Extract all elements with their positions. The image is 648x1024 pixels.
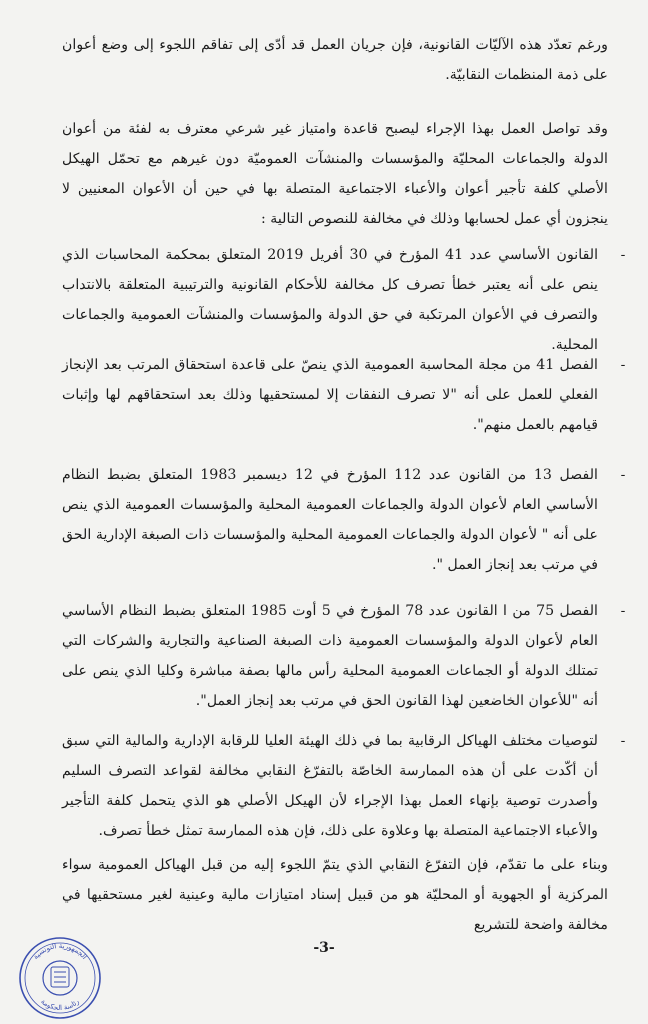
bullet-marker: - (620, 733, 626, 749)
bullet-marker: - (620, 247, 626, 263)
bullet-marker: - (620, 603, 626, 619)
stamp-text-top: الجمهورية التونسية (31, 941, 89, 961)
svg-text:الجمهورية التونسية (32, 942, 89, 961)
stamp-text-bottom: رئاسة الحكومة (39, 997, 81, 1013)
list-item (62, 460, 598, 580)
bullet-text: الفصل 13 من القانون عدد 112 المؤرخ في 12 ديسمبر 1983 المتعلق بضبط النظام الأساسي العام لأعوان الدولة والجماعات العمومية المحلية والمؤسسات العمومية الذي ينص على أنه " لأعوان الدولة والجماعات العمومية المحلية والمؤسسات ذات الصبغة الإدارية الحق في مرتب بعد إنجاز العمل ". (62, 467, 598, 573)
bullet-text: الفصل 75 من ا القانون عدد 78 المؤرخ في 5 أوت 1985 المتعلق بضبط النظام الأساسي العام لأعوان الدولة والمؤسسات العمومية ذات الصبغة الصناعية والتجارية والشركات التي تمتلك الدولة أو الجماعات العمومية المحلية رأس مالها بصفة مباشرة وكليا الذي ينص على أنه "للأعوان الخاضعين لهذا القانون الحق في مرتب بعد إنجاز العمل". (62, 603, 598, 709)
bullet-marker: - (620, 467, 626, 483)
list-item (62, 350, 598, 440)
paragraph-closing: وبناء على ما تقدّم، فإن التفرّغ النقابي الذي يتمّ اللجوء إليه من قبل الهياكل العمومية سواء المركزية أو الجهوية أو المحليّة هو من قبيل إسناد امتيازات مالية وعينية لغير مستحقيها في مخالفة واضحة للتشريع (62, 857, 608, 933)
bullet-text: الفصل 41 من مجلة المحاسبة العمومية الذي ينصّ على قاعدة استحقاق المرتب بعد الإنجاز الفعلي للعمل على أنه "لا تصرف النفقات إلا لمستحقيها وذلك بعد استحقاقهم لها وإثبات قيامهم بالعمل منهم". (62, 357, 598, 433)
bullet-marker: - (620, 357, 626, 373)
page-number: -3- (313, 940, 335, 956)
paragraph-intro: ورغم تعدّد هذه الآليّات القانونية، فإن جريان العمل قد أدّى إلى تفاقم اللجوء إلى وضع أعوان على ذمة المنظمات النقابيّة. (62, 37, 608, 83)
list-item (62, 240, 598, 360)
paragraph-main: وقد تواصل العمل بهذا الإجراء ليصبح قاعدة وامتياز غير شرعي معترف به لفئة من أعوان الدولة والجماعات المحليّة والمؤسسات والمنشآت العموميّة دون غيرهم مع تحمّل الهيكل الأصلي كلفة تأجير أعوان والأعباء الاجتماعية المتصلة بها في حين أن الأعوان المعنيين لا ينجزون أي عمل لحسابها وذلك في مخالفة للنصوص التالية : (62, 121, 608, 227)
bullet-text: القانون الأساسي عدد 41 المؤرخ في 30 أفريل 2019 المتعلق بمحكمة المحاسبات الذي ينص على أنه يعتبر خطأ تصرف كل مخالفة للأحكام القانونية والترتيبية المتعلقة بالانتداب والتصرف في الأعوان المرتكبة في حق الدولة والمؤسسات والمنشآت العمومية والجماعات المحلية. (62, 247, 599, 353)
official-stamp-icon (18, 936, 102, 1020)
list-item (62, 596, 598, 716)
bullet-text: لتوصيات مختلف الهياكل الرقابية بما في ذلك الهيئة العليا للرقابة الإدارية والمالية التي سبق أن أكّدت على أن هذه الممارسة الخاصّة بالتفرّغ النقابي مخالفة لقواعد التصرف السليم وأصدرت توصية بإنهاء العمل بهذا الإجراء لأن الهيكل الأصلي هو الذي يتحمل كلفة التأجير والأعباء الاجتماعية المتصلة بها وعلاوة على ذلك، فإن هذه الممارسة تمثل خطأ تصرف. (62, 733, 598, 839)
list-item (62, 726, 598, 846)
